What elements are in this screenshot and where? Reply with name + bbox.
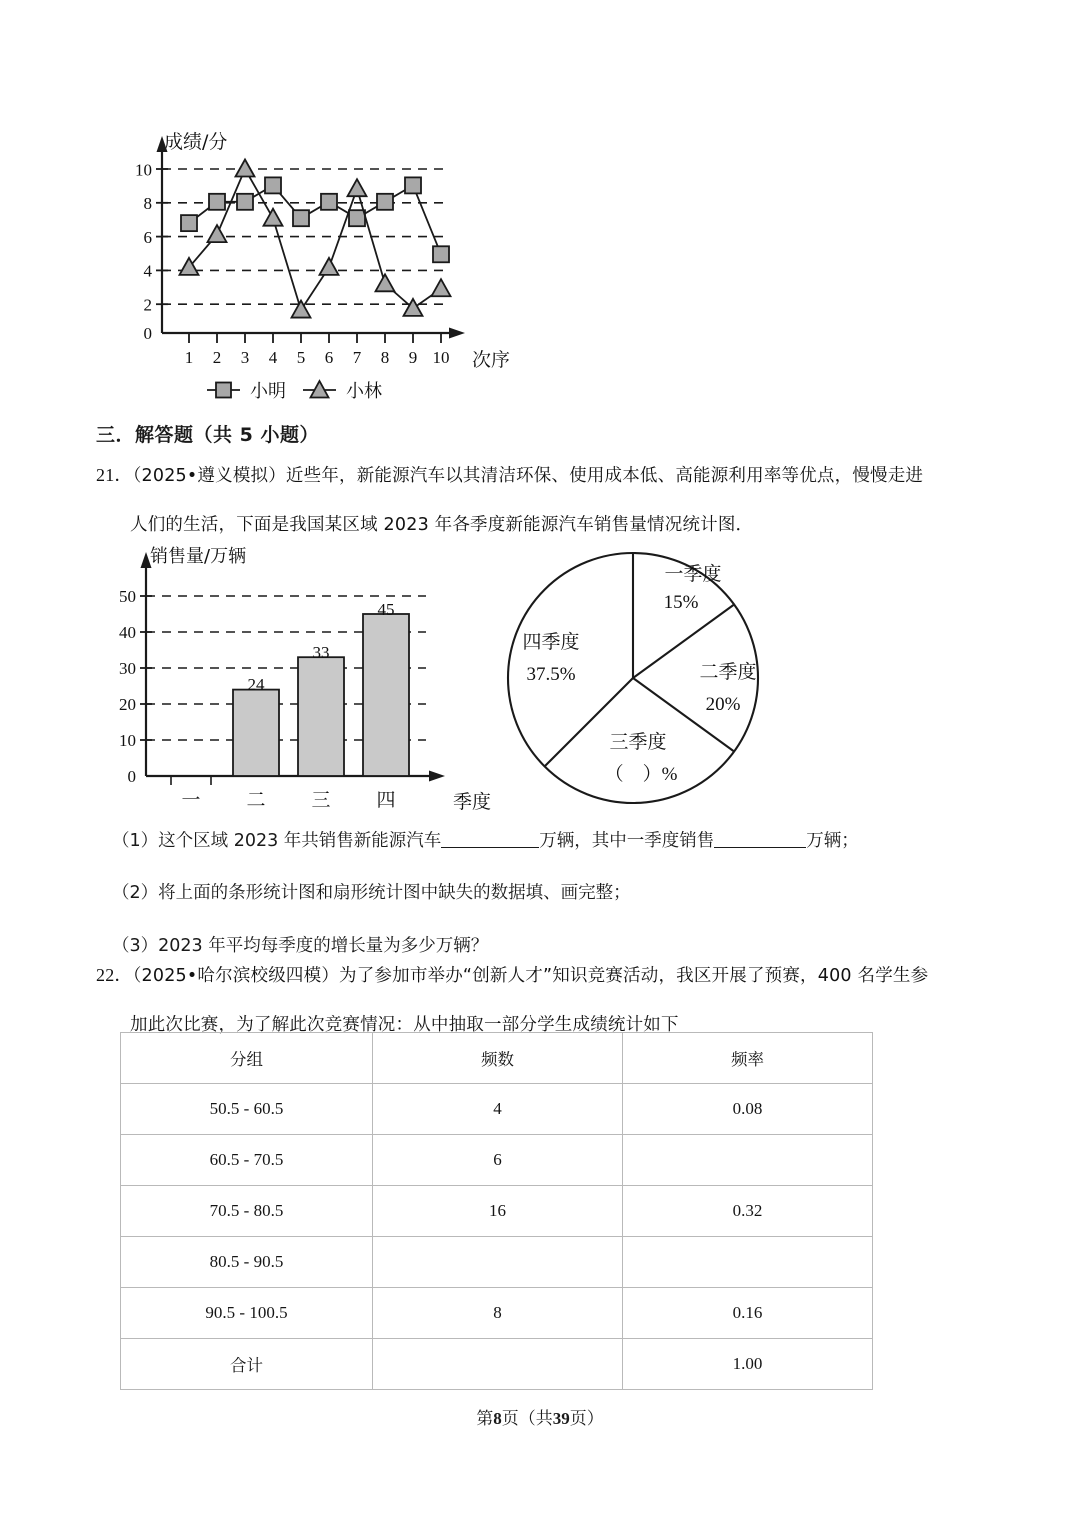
pie-spoke [545,678,633,766]
q22-source: （2025•哈尔滨校级四模） [132,966,340,986]
footer-suffix: 页） [569,1409,604,1429]
legend-label-xiaoming: 小明 [250,381,286,402]
question-22 [96,962,1006,1039]
q21-blank-q1[interactable] [714,830,806,849]
q22-line-1 [96,962,1006,990]
q21-source: （2025•遵义模拟） [132,466,286,486]
xtick-2: 2 [212,348,222,367]
marker-triangle [264,209,283,226]
line-chart-xticks [189,333,441,343]
cell-group: 50.5 - 60.5 [121,1084,373,1135]
xtick-3: 3 [240,348,250,367]
q21-part1-text-c: 万辆； [806,831,859,851]
q22-number: 22． [96,965,133,985]
q21-blank-total[interactable] [441,830,539,849]
q21-text-1: 近些年，新能源汽车以其清洁环保、使用成本低、高能源利用率等优点，慢慢走进 [285,466,924,486]
marker-triangle [236,160,255,177]
footer-page-number: 8 [493,1409,502,1428]
scores-line-chart [120,118,550,408]
page-footer [0,1404,1080,1429]
cell-rate [623,1237,873,1288]
table-row [121,1186,873,1237]
q21-line-2: 人们的生活，下面是我国某区域 2023 年各季度新能源汽车销售量情况统计图． [130,515,754,536]
bar-3 [298,657,344,776]
bar-chart-xlabel: 季度 [453,791,492,813]
marker-triangle [432,279,451,296]
pie-value-q3: （ ）% [604,764,678,785]
bar-2 [233,690,279,776]
bar-ytick-40: 40 [119,623,136,642]
line-chart-gridlines [162,169,446,304]
footer-total-pages: 39 [552,1409,570,1428]
bar-chart-yticklabels [119,587,136,786]
q21-part1-text-a: （1）这个区域 2023 年共销售新能源汽车 [112,831,442,851]
quarterly-share-pie-chart [508,553,758,803]
footer-prefix: 第 [476,1409,494,1429]
pie-label-q1: 一季度 [664,563,722,585]
marker-square [321,194,337,210]
q21-part-2: （2）将上面的条形统计图和扇形统计图中缺失的数据填、画完整； [112,883,631,904]
bar-xtick-q2: 二 [246,790,266,811]
bar-ytick-50: 50 [119,587,136,606]
bar-ytick-0: 0 [127,767,136,786]
cell-frequency: 6 [373,1135,623,1186]
line-chart-yticklabels [135,160,153,343]
cell-frequency: 8 [373,1288,623,1339]
marker-square [293,210,309,226]
xtick-9: 9 [408,348,418,367]
q21-number: 21． [96,465,133,485]
bar-label-q2: 24 [247,675,265,694]
table-row [121,1084,873,1135]
table-body [121,1084,873,1390]
cell-rate: 0.32 [623,1186,873,1237]
table-header-group: 分组 [121,1033,373,1084]
cell-frequency [373,1237,623,1288]
marker-square [237,194,253,210]
marker-triangle [376,274,395,291]
q22-text-1: 为了参加市举办“创新人才”知识竞赛活动，我区开展了预赛，400 名学生参 [339,966,929,986]
q21-line-1 [96,462,996,490]
xtick-8: 8 [380,348,390,367]
marker-square [181,215,197,231]
xtick-4: 4 [268,348,278,367]
bar-xtick-q3: 三 [311,790,331,811]
marker-triangle [320,258,339,275]
series-line [189,185,441,254]
line-chart-legend [207,381,382,402]
cell-rate [623,1135,873,1186]
q21-part-3: （3）2023 年平均每季度的增长量为多少万辆？ [112,935,489,956]
cell-group: 60.5 - 70.5 [121,1135,373,1186]
ytick-8: 8 [143,194,152,214]
marker-square [433,246,449,262]
pie-value-q1: 15% [663,592,699,613]
ytick-4: 4 [143,261,152,281]
marker-triangle [348,179,367,196]
quarterly-sales-bar-chart [119,546,491,813]
pie-label-q4: 四季度 [522,631,580,653]
table-row [121,1288,873,1339]
bar-4 [363,614,409,776]
table-header-row [121,1033,873,1084]
cell-rate: 0.16 [623,1288,873,1339]
xtick-1: 1 [184,348,194,367]
line-chart-ylabel: 成绩/分 [164,131,228,153]
xtick-5: 5 [296,348,306,367]
question-21 [96,462,996,539]
table-header-rate: 频率 [623,1033,873,1084]
xtick-7: 7 [352,348,362,367]
footer-mid: 页（共 [501,1409,553,1429]
cell-group: 90.5 - 100.5 [121,1288,373,1339]
bar-xtick-q1: 一 [181,790,201,811]
cell-frequency [373,1339,623,1390]
legend-label-xiaolin: 小林 [346,381,382,402]
cell-group: 70.5 - 80.5 [121,1186,373,1237]
marker-square [405,177,421,193]
table-row [121,1237,873,1288]
table-row [121,1135,873,1186]
cell-rate: 0.08 [623,1084,873,1135]
q21-part-1 [112,828,1012,854]
q22-line-2: 加此次比赛，为了解此次竞赛情况：从中抽取一部分学生成绩统计如下 [130,1015,679,1036]
line-chart-xticklabels [185,348,450,367]
legend-item-xiaolin [303,381,382,402]
series-xiaoming [181,177,449,262]
line-chart-series-group [180,160,451,318]
cell-frequency: 4 [373,1084,623,1135]
frequency-distribution-table [120,1032,873,1390]
section-heading: 三．解答题（共 5 小题） [96,424,319,446]
xtick-10: 10 [432,348,450,367]
bar-ytick-20: 20 [119,695,136,714]
pie-value-q2: 20% [705,694,741,715]
line-chart-svg [120,118,550,408]
marker-square [265,177,281,193]
pie-value-q4: 37.5% [526,664,576,685]
ytick-6: 6 [143,227,152,247]
bar-ytick-10: 10 [119,731,136,750]
ytick-10: 10 [135,160,152,180]
legend-item-xiaoming [207,381,286,402]
marker-triangle [292,301,311,318]
marker-square [349,210,365,226]
cell-rate: 1.00 [623,1339,873,1390]
q21-part1-text-b: 万辆，其中一季度销售 [539,831,715,851]
bar-label-q4: 45 [377,600,395,619]
table-header-frequency: 频数 [373,1033,623,1084]
bar-ytick-30: 30 [119,659,136,678]
bar-chart-bars [233,614,409,776]
marker-square [209,194,225,210]
pie-label-q3: 三季度 [609,731,667,753]
q21-figures-svg [108,538,808,823]
bar-label-q3: 33 [312,643,330,662]
bar-chart-xticklabels [181,790,395,811]
bar-chart-ylabel: 销售量/万辆 [150,546,247,567]
cell-frequency: 16 [373,1186,623,1237]
ytick-2: 2 [143,295,152,315]
line-chart-xlabel: 次序 [472,349,511,371]
ytick-0: 0 [143,324,152,343]
cell-group: 合计 [121,1339,373,1390]
marker-triangle [208,225,227,242]
bar-xtick-q4: 四 [376,790,396,811]
pie-label-q2: 二季度 [699,661,757,683]
xtick-6: 6 [324,348,334,367]
q21-figures [108,538,808,823]
bar-chart-xticks [171,776,211,785]
table-row [121,1339,873,1390]
cell-group: 80.5 - 90.5 [121,1237,373,1288]
marker-square [377,194,393,210]
